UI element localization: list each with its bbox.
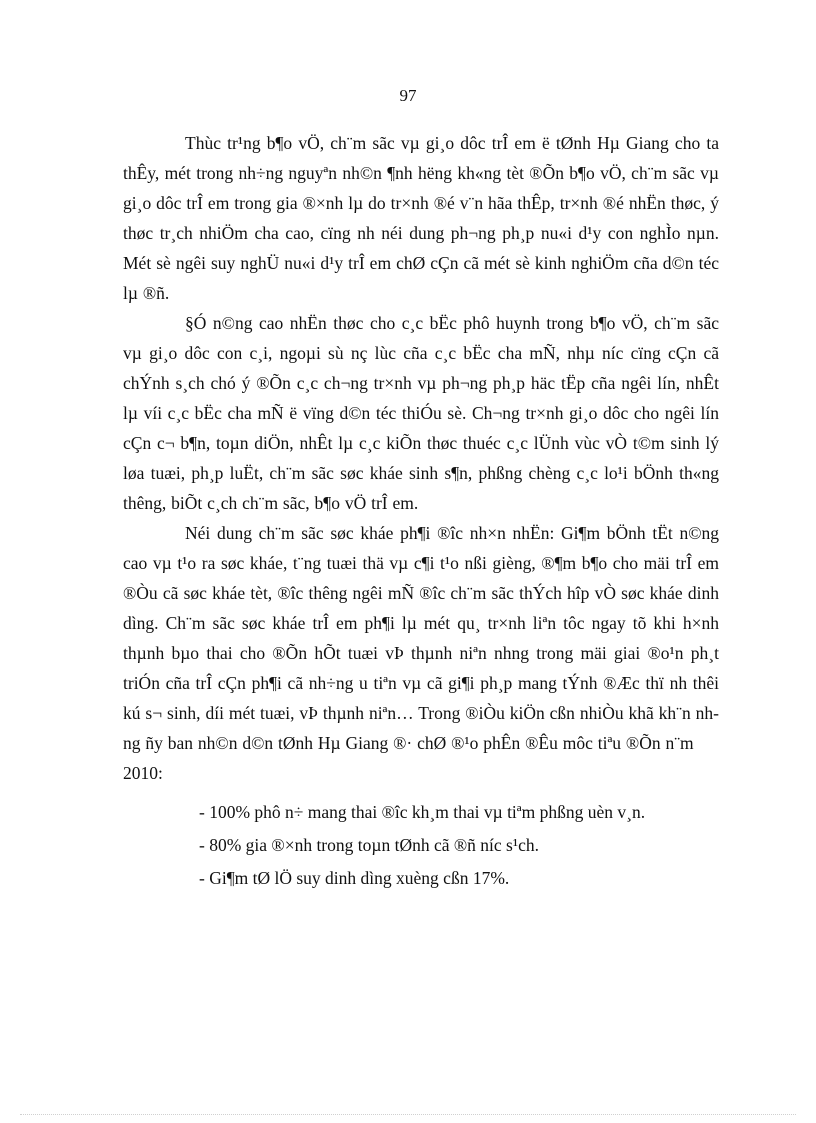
body-text [123, 128, 719, 895]
page-number: 97 [399, 86, 417, 105]
paragraph-3-tail: 2010: [123, 763, 163, 783]
list-item: - 80% gia ®×nh trong toµn tØnh cã ®ñ níc s¹ch. [199, 835, 539, 855]
paragraph-3 [123, 518, 719, 788]
page-bottom-rule [20, 1114, 796, 1115]
paragraph-1: Thùc tr¹ng b¶o vÖ, ch¨m sãc vµ gi¸o dôc trÎ em ë tØnh Hµ Giang cho ta thÊy, mét trong nh÷ng nguyªn nh©n ¶nh hëng kh«ng tèt ®Õn b¶o vÖ, ch¨m sãc vµ gi¸o dôc trÎ em trong gia ®×nh lµ do tr×nh ®é v¨n hãa thÊp, tr×nh ®é nhËn thøc, ý thøc tr¸ch nhiÖm cha cao, cïng nh néi dung ph¬ng ph¸p nu«i d¹y con nghÌo nµn. Mét sè ngêi suy nghÜ nu«i d¹y trÎ em chØ cÇn cã mét sè kinh nghiÖm cña d©n téc lµ ®ñ. [123, 133, 719, 303]
target-list [123, 796, 719, 895]
paragraph-3-text: Néi dung ch¨m sãc søc kháe ph¶i ®îc nh×n nhËn: Gi¶m bÖnh tËt n©ng cao vµ t¹o ra søc kháe, t¨ng tuæi thä vµ c¶i t¹o nßi gièng, ®¶m b¶o cho mäi trÎ em ®Òu cã søc kháe tèt, ®îc thêng ngêi mÑ ®îc ch¨m sãc thÝch hîp vÒ søc kháe dinh dìng. Ch¨m sãc søc kháe trÎ em ph¶i lµ mét qu¸ tr×nh liªn tôc ngay tõ khi h×nh thµnh bµo thai cho ®Õn hÕt tuæi vÞ thµnh niªn nhng trong mäi giai ®o¹n ph¸t triÓn cña trÎ cÇn ph¶i cã nh÷ng u tiªn vµ cã gi¶i ph¸p mang tÝnh ®Æc thï nh thêi kú s¬ sinh, díi mét tuæi, vÞ thµnh niªn… Trong ®iÒu kiÖn cßn nhiÒu khã kh¨n nhng ñy ban nh©n d©n tØnh Hµ Giang ®· chØ ®¹o phÊn ®Êu môc tiªu ®Õn n¨m [123, 523, 719, 753]
list-item: - 100% phô n÷ mang thai ®îc kh¸m thai vµ tiªm phßng uèn v¸n. [199, 802, 646, 822]
paragraph-2: §Ó n©ng cao nhËn thøc cho c¸c bËc phô huynh trong b¶o vÖ, ch¨m sãc vµ gi¸o dôc con c¸i, ngoµi sù nç lùc cña c¸c bËc cha mÑ, nhµ níc cïng cÇn cã chÝnh s¸ch chó ý ®Õn c¸c ch¬ng tr×nh vµ ph¬ng ph¸p häc tËp cña ngêi lín, nhÊt lµ víi c¸c bËc cha mÑ ë vïng d©n téc thiÓu sè. Ch¬ng tr×nh gi¸o dôc cho ngêi lín cÇn c¬ b¶n, toµn diÖn, nhÊt lµ c¸c kiÕn thøc thuéc c¸c lÜnh vùc vÒ t©m sinh lý løa tuæi, ph¸p luËt, ch¨m sãc søc kháe sinh s¶n, phßng chèng c¸c lo¹i bÖnh th«ng thêng, biÕt c¸ch ch¨m sãc, b¶o vÖ trÎ em. [123, 313, 719, 513]
list-item: - Gi¶m tØ lÖ suy dinh dìng xuèng cßn 17%. [199, 868, 510, 888]
